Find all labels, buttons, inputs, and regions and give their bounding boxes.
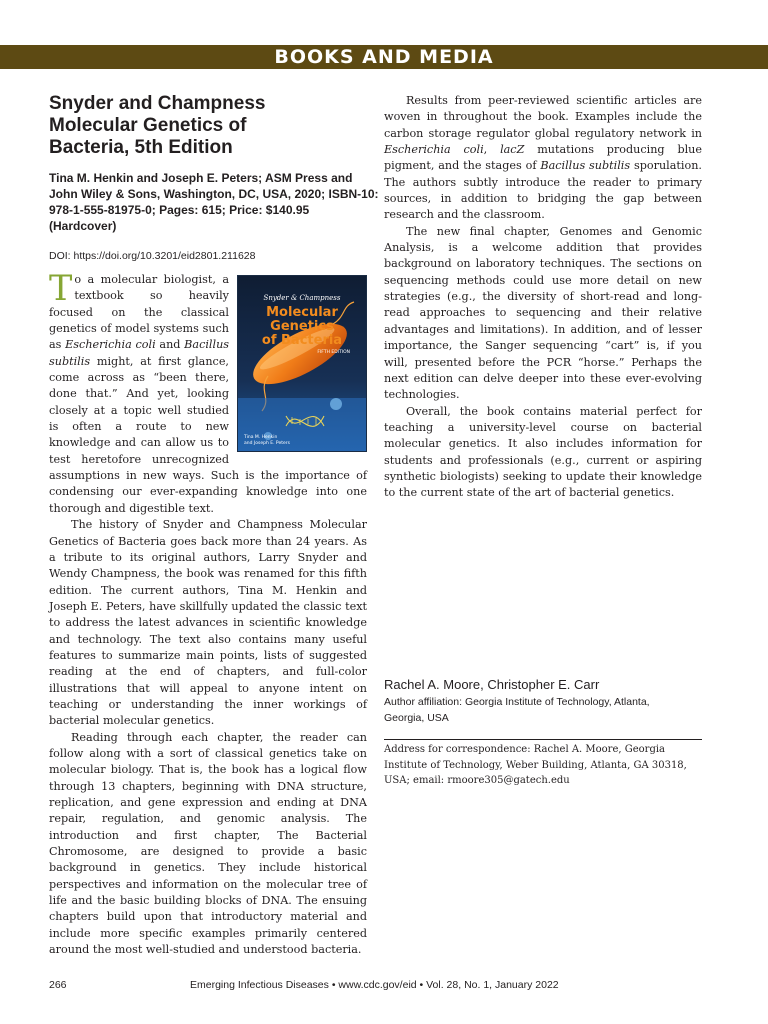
paragraph-5: The new final chapter, Genomes and Genomic Analysis, is a welcome addition that provides background on laboratory techniques. The sections on sequencing methods could use more detail on new strategies (e.g., the diversity of short-read and long-read approaches to sequencing and their relative advantages and limitations). In addition, and of lesser importance, the Sanger sequencing “cart” is, if you will, presented before the PCR “horse.” Perhaps the next edition can delve deeper into these ever-evolving technologies. (384, 224, 702, 402)
paragraph-4: Results from peer-reviewed scientific articles are woven in throughout the book. Examples include the carbon storage regulator global regulatory network in Escherichia coli, lacZ mutations producing blue pigment, and the stages of Bacillus subtilis sporulation. The authors subtly introduce the reader to primary sources, in addition to bridging the gap between research and the classroom. (384, 94, 703, 222)
book-title: Snyder and Champness Molecular Genetics of Bacteria, 5th Edition (49, 93, 266, 158)
cover-author-1: Tina M. Henkin (244, 435, 278, 440)
left-column (49, 269, 367, 958)
cover-title-line-2: Genetics (270, 319, 334, 334)
book-cover-image (237, 275, 367, 452)
cover-series-text: Snyder & Champness (263, 294, 341, 302)
correspondence-address: Address for correspondence: Rachel A. Moore, Georgia Institute of Technology, Weber Building, Atlanta, GA 30318, USA; email: rmoore305@gatech.edu (384, 744, 687, 786)
bibliographic-info: Tina M. Henkin and Joseph E. Peters; ASM Press and John Wiley & Sons, Washington, DC, USA, 2020; ISBN-10: 978-1-555-81975-0; Pages: 615; Price: $140.95 (Hardcover) (49, 171, 379, 233)
divider (384, 739, 702, 740)
paragraph-6: Overall, the book contains material perfect for teaching a university-level course on bacterial molecular genetics. It also includes information for students and professionals (e.g., current or aspiring synthetic biologists) seeking to update their knowledge to the current state of the art of bacterial genetics. (384, 404, 702, 500)
paragraph-2: The history of Snyder and Champness Molecular Genetics of Bacteria goes back more than 24 years. As a tribute to its original authors, Larry Snyder and Wendy Champness, the book was renamed for this fifth edition. The current authors, Tina M. Henkin and Joseph E. Peters, have skillfully updated the classic text to address the latest advances in scientific knowledge and technology. The text also contains many useful features to summarize main points, lists of suggested reading at the end of chapters, and full-color illustrations that will appeal to anyone intent on teaching or understanding the inner workings of bacterial molecular genetics. (49, 518, 367, 728)
cover-title-line-3: of Bacteria (261, 333, 343, 348)
cover-edition: FIFTH EDITION (317, 350, 350, 355)
right-column (384, 93, 702, 502)
page-number: 266 (49, 979, 67, 991)
cover-title-line-1: Molecular (266, 305, 338, 320)
section-banner: BOOKS AND MEDIA (0, 45, 768, 69)
cover-author-2: and Joseph E. Peters (244, 441, 290, 446)
review-authors: Rachel A. Moore, Christopher E. Carr (384, 677, 600, 692)
doi-link[interactable]: DOI: https://doi.org/10.3201/eid2801.211628 (49, 250, 256, 262)
paragraph-1: T Snyder & Champness Molecular Genetics of Bacteria FIFTH EDITION Tina M. Henkin and Joseph E. Peters o a molecular biologist, a textbook so heavily focused on the classical genetics of model systems such as Escherichia coli and Bacillus subtilis might, at first glance, come across as “been there, done that.” And yet, looking closely at a topic well studied is often a route to new knowledge and can allow us to test heretofore unrecognized assumptions in new ways. Such is the importance of condensing our ever-expanding knowledge into one thorough and digestible text. (49, 269, 367, 515)
paragraph-3: Reading through each chapter, the reader can follow along with a sort of classical genetics take on molecular biology. That is, the book has a logical flow through 13 chapters, beginning with DNA structure, replication, and gene expression and ending at DNA repair, regulation, and genomic analysis. The introduction and first chapter, The Bacterial Chromosome, are designed to provide a basic background in genetics. They include historical perspectives and information on the molecular tree of life and the basic building blocks of DNA. The ensuing chapters build upon that introductory material and include more specific examples primarily centered around the most well-studied and understood bacteria. (49, 730, 367, 957)
author-affiliation: Author affiliation: Georgia Institute of Technology, Atlanta, Georgia, USA (384, 696, 650, 724)
journal-footer: Emerging Infectious Diseases • www.cdc.gov/eid • Vol. 28, No. 1, January 2022 (190, 979, 559, 991)
drop-cap: T (49, 269, 73, 309)
